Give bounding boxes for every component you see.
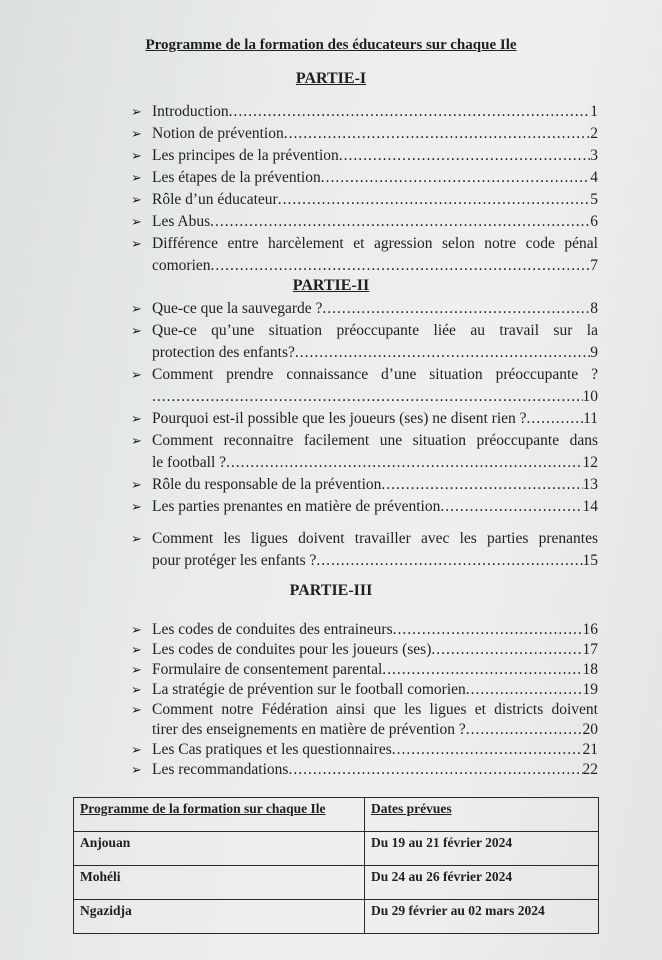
arrowhead-bullet-icon: ➢ [131, 622, 142, 637]
toc-item [131, 189, 598, 211]
page-number: 7 [590, 257, 598, 274]
dot-leader [229, 101, 591, 123]
toc-line [152, 342, 598, 364]
toc-item [131, 211, 598, 233]
toc-label: Rôle d’un éducateur [152, 191, 278, 208]
toc-item-text [152, 298, 598, 320]
toc-item-text [152, 189, 598, 211]
page-number: 18 [582, 661, 598, 678]
dot-leader [321, 167, 591, 189]
toc-line: Comment les ligues doivent travailler avec les parties prenantes [152, 530, 598, 547]
dot-leader [431, 640, 582, 660]
arrowhead-bullet-icon: ➢ [131, 214, 142, 229]
toc-line: Comment notre Fédération ainsi que les ligues et districts doivent [152, 701, 598, 718]
dot-leader [226, 452, 582, 474]
toc-item-text [152, 700, 598, 740]
toc-item [131, 364, 598, 408]
page-number: 4 [590, 169, 598, 186]
dot-leader [392, 740, 583, 760]
toc-line: Que-ce qu’une situation préoccupante liée au travail sur la [152, 322, 598, 339]
column-header: Dates prévues [365, 798, 599, 832]
dot-leader [288, 760, 582, 780]
toc-line [152, 167, 598, 189]
dot-leader [278, 189, 591, 211]
arrowhead-bullet-icon: ➢ [131, 433, 142, 448]
arrowhead-bullet-icon: ➢ [131, 499, 142, 514]
toc-item [131, 496, 598, 518]
toc-line [152, 496, 598, 518]
toc-line [152, 680, 598, 700]
arrowhead-bullet-icon: ➢ [131, 702, 142, 717]
page-number: 8 [590, 300, 598, 317]
toc-label: Rôle du responsable de la prévention [152, 476, 382, 493]
arrowhead-bullet-icon: ➢ [131, 126, 142, 141]
toc-line [152, 123, 598, 145]
toc-line [152, 386, 598, 408]
toc-line [152, 211, 598, 233]
arrowhead-bullet-icon: ➢ [131, 662, 142, 677]
arrowhead-bullet-icon: ➢ [131, 323, 142, 338]
island-cell: Mohéli [74, 866, 365, 900]
arrowhead-bullet-icon: ➢ [131, 531, 142, 546]
column-header: Programme de la formation sur chaque Ile [74, 798, 365, 832]
toc-item-text [152, 680, 598, 700]
toc-line [152, 640, 598, 660]
toc-item [131, 620, 598, 640]
toc-label: Les principes de la prévention [152, 147, 339, 164]
island-cell: Ngazidja [74, 900, 365, 934]
toc-item-text [152, 496, 598, 518]
page-number: 20 [582, 721, 598, 738]
toc-item-text [152, 408, 598, 430]
toc-item-text [152, 167, 598, 189]
page-number: 6 [590, 213, 598, 230]
dot-leader [210, 211, 590, 233]
page-number: 21 [582, 741, 598, 758]
toc-item [131, 298, 598, 320]
toc-item [131, 474, 598, 496]
toc-line [152, 189, 598, 211]
toc-line [152, 452, 598, 474]
toc-item-text [152, 211, 598, 233]
page-number: 14 [582, 498, 598, 515]
arrowhead-bullet-icon: ➢ [131, 301, 142, 316]
dot-leader [295, 342, 590, 364]
toc-label: Les parties prenantes en matière de prévention [152, 498, 441, 515]
toc-line [152, 298, 598, 320]
page-number: 12 [582, 454, 598, 471]
toc-line [152, 720, 598, 740]
toc-line: Différence entre harcèlement et agression selon notre code pénal [152, 235, 598, 252]
toc-item-text [152, 233, 598, 277]
dot-leader [466, 680, 583, 700]
table-row [74, 832, 599, 866]
part-heading: PARTIE-I [295, 70, 367, 87]
toc-line [152, 145, 598, 167]
toc-line [152, 255, 598, 277]
toc-label: Les Cas pratiques et les questionnaires [152, 741, 392, 758]
toc-label: Notion de prévention [152, 125, 284, 142]
page-number: 22 [582, 761, 598, 778]
toc-item [131, 528, 598, 572]
page-number: 15 [582, 552, 598, 569]
toc-item-text [152, 364, 598, 408]
toc-line [152, 620, 598, 640]
toc-item-text [152, 320, 598, 364]
toc-item [131, 700, 598, 740]
toc-item-text [152, 474, 598, 496]
toc-label: Les recommandations [152, 761, 289, 778]
toc-item-text [152, 660, 598, 680]
toc-item [131, 320, 598, 364]
toc-label: Les Abus [152, 213, 211, 230]
toc-item [131, 680, 598, 700]
toc-label: Les codes de conduites pour les joueurs (ses) [152, 641, 432, 658]
dot-leader [152, 386, 583, 408]
toc-line [152, 660, 598, 680]
toc-item-text [152, 145, 598, 167]
date-cell: Du 19 au 21 février 2024 [365, 832, 599, 866]
arrowhead-bullet-icon: ➢ [131, 367, 142, 382]
toc-item-text [152, 101, 598, 123]
dot-leader [211, 255, 591, 277]
arrowhead-bullet-icon: ➢ [131, 104, 142, 119]
island-cell: Anjouan [74, 832, 365, 866]
toc-item [131, 167, 598, 189]
date-cell: Du 29 février au 02 mars 2024 [365, 900, 599, 934]
toc-item [131, 101, 598, 123]
date-cell: Du 24 au 26 février 2024 [365, 866, 599, 900]
page-number: 11 [583, 410, 598, 427]
page-number: 17 [582, 641, 598, 658]
dot-leader [339, 145, 590, 167]
part-heading: PARTIE-II [292, 277, 370, 294]
dot-leader [466, 720, 583, 740]
toc-label: protection des enfants? [152, 344, 295, 361]
dot-leader [440, 496, 582, 518]
toc-item [131, 233, 598, 277]
toc-label: comorien [152, 257, 211, 274]
toc-label: Introduction [152, 103, 229, 120]
toc-label: Les étapes de la prévention [152, 169, 321, 186]
toc-label: Pourquoi est-il possible que les joueurs (ses) ne disent rien ? [152, 410, 527, 427]
dot-leader [322, 298, 590, 320]
toc-line [152, 408, 598, 430]
toc-item [131, 660, 598, 680]
toc-label: Formulaire de consentement parental [152, 661, 383, 678]
toc-item [131, 123, 598, 145]
page-number: 10 [582, 388, 598, 405]
toc-item-text [152, 123, 598, 145]
toc-line: Comment reconnaitre facilement une situation préoccupante dans [152, 432, 598, 449]
toc-item [131, 740, 598, 760]
toc-label: La stratégie de prévention sur le football comorien [152, 681, 466, 698]
toc-item [131, 640, 598, 660]
page-number: 5 [590, 191, 598, 208]
toc-item [131, 145, 598, 167]
toc-item [131, 430, 598, 474]
toc-item-text [152, 640, 598, 660]
toc-item-text [152, 740, 598, 760]
toc-line [152, 550, 598, 572]
dot-leader [382, 660, 582, 680]
document-title: Programme de la formation des éducateurs sur chaque Ile [145, 37, 517, 53]
page-number: 3 [590, 147, 598, 164]
toc-label: tirer des enseignements en matière de prévention ? [152, 721, 466, 738]
part-heading: PARTIE-III [289, 582, 373, 599]
arrowhead-bullet-icon: ➢ [131, 642, 142, 657]
toc-label: pour protéger les enfants ? [152, 552, 317, 569]
page-number: .2 [586, 125, 598, 142]
toc-label: Les codes de conduites des entraineurs [152, 621, 393, 638]
dot-leader [316, 550, 582, 572]
arrowhead-bullet-icon: ➢ [131, 762, 142, 777]
toc-item-text [152, 620, 598, 640]
table-row [74, 900, 599, 934]
dot-leader [284, 123, 587, 145]
toc-line [152, 740, 598, 760]
toc-line [152, 474, 598, 496]
dot-leader [393, 620, 583, 640]
table-row [74, 866, 599, 900]
schedule-table [73, 797, 599, 934]
toc-item [131, 760, 598, 780]
toc-label: Que-ce que la sauvegarde ? [152, 300, 323, 317]
arrowhead-bullet-icon: ➢ [131, 477, 142, 492]
arrowhead-bullet-icon: ➢ [131, 411, 142, 426]
arrowhead-bullet-icon: ➢ [131, 170, 142, 185]
toc-line [152, 760, 598, 780]
arrowhead-bullet-icon: ➢ [131, 192, 142, 207]
page-number: 1 [590, 103, 598, 120]
table-header-row [74, 798, 599, 832]
arrowhead-bullet-icon: ➢ [131, 148, 142, 163]
arrowhead-bullet-icon: ➢ [131, 742, 142, 757]
toc-item-text [152, 528, 598, 572]
arrowhead-bullet-icon: ➢ [131, 236, 142, 251]
toc-line [152, 101, 598, 123]
toc-item-text [152, 430, 598, 474]
toc-item-text [152, 760, 598, 780]
page-number: 19 [582, 681, 598, 698]
page-number: 9 [590, 344, 598, 361]
page-number: 13 [582, 476, 598, 493]
dot-leader [527, 408, 584, 430]
toc-item [131, 408, 598, 430]
dot-leader [381, 474, 582, 496]
page-number: 16 [582, 621, 598, 638]
toc-label: le football ? [152, 454, 227, 471]
arrowhead-bullet-icon: ➢ [131, 682, 142, 697]
toc-line: Comment prendre connaissance d’une situation préoccupante ? [152, 366, 598, 383]
